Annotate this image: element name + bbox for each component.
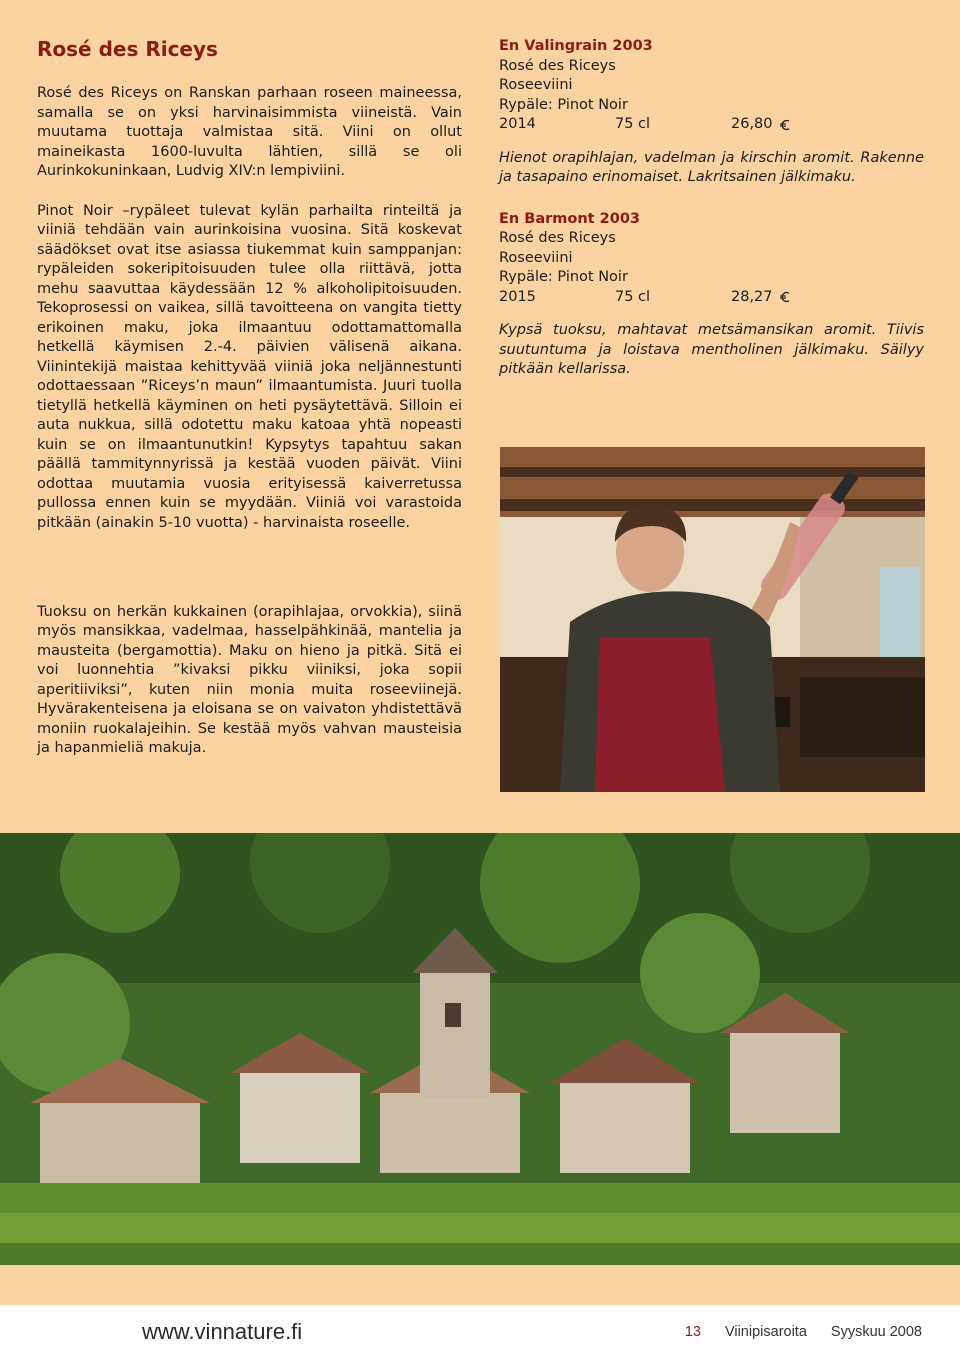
wine-size: 75 cl: [615, 116, 651, 132]
production-paragraph: Pinot Noir –rypäleet tulevat kylän parhailta rinteiltä ja viiniä tehdään vain aurinkoisina vuosina. Sitä koskevat säädökset ovat itse asiassa tiukemmat kuin samppanjan: rypäleiden sokeripitoisuuden tulee olla riittävä, jotta mehu saavuttaa käydessään 12 % alkoholipitoisuuden. Tekoprosessi on vaikea, sillä tavoitteena on vangita tietty erikoinen maku, joka ilmaantuu odottamattomalla hetkellä käymisen 2.-4. päivien välisenä aikana. Viinintekijä maistaa kehittyvää viiniä joka neljännestunti odottaessaan ”Riceys’n maun” ilmaantumista. Juuri tuolla tietyllä hetkellä käyminen on heti pysäytettävä. Silloin ei auta nukkua, sillä odotettu maku katoaa yhtä nopeasti kuin se on ilmaantunutkin! Kypsytys tapahtuu sakan päällä tammitynnyrissä ja kestää vuoden päivät. Viini odottaa muutamia vuosia erityisessä kaiverretussa pullossa ennen kuin se myydään. Viiniä voi varastoida pitkään (ainakin 5-10 vuotta) - harvinaista roseelle.: [37, 202, 462, 531]
wine-name: En Barmont 2003: [499, 210, 640, 227]
wine-type: Roseeviini: [499, 77, 573, 93]
article-column: [37, 36, 462, 553]
wine-grape: Rypäle: Pinot Noir: [499, 96, 628, 113]
tasting-paragraph: Tuoksu on herkän kukkainen (orapihlajaa, orvokkia), siinä myös mansikkaa, vadelmaa, hasselpähkinää, mantelia ja mausteita (bergamottia). Maku on hieno ja pitkä. Sitä ei voi luonnehtia ”kivaksi pikku viiniksi, joka sopii aperitiiviksi”, kuten niin monia muita roseeviinejä. Hyvärakenteisena ja eloisana se on vaivaton yhdistettävä moniin ruokalajeihin. Se kestää myös vahvan mausteisia ja hapanmieliä makuja.: [37, 603, 462, 756]
wine-name: En Valingrain 2003: [499, 38, 653, 54]
wine-item: [499, 37, 924, 188]
wine-description: Hienot orapihlajan, vadelman ja kirschin aromit. Rakenne ja tasapaino erinomaiset. Lakritsainen jälkimaku.: [499, 149, 924, 185]
village-photo: [0, 833, 960, 1265]
wine-number: 2015: [499, 288, 536, 305]
wine-price: 28,27: [731, 288, 773, 305]
issue-date: Syyskuu 2008: [830, 1324, 922, 1340]
magazine-name: Viinipisaroita: [724, 1324, 807, 1340]
wine-price-group: [731, 115, 791, 135]
euro-icon: [779, 291, 791, 303]
page-footer: [0, 1305, 960, 1358]
wine-appellation: Rosé des Riceys: [499, 230, 616, 246]
wine-price-group: [731, 288, 791, 308]
wine-price: 26,80: [731, 116, 773, 132]
wine-appellation: Rosé des Riceys: [499, 57, 616, 74]
article-title: Rosé des Riceys: [37, 37, 218, 61]
wine-product-row: [499, 115, 924, 135]
wine-type: Roseeviini: [499, 249, 573, 266]
wine-number: 2014: [499, 116, 536, 132]
winemaker-photo: [500, 447, 925, 792]
wine-list: [499, 37, 924, 396]
wine-item: [499, 210, 924, 380]
footer-info: [685, 1324, 922, 1340]
euro-icon: [779, 119, 791, 131]
page-number: 13: [684, 1324, 701, 1340]
wine-grape: Rypäle: Pinot Noir: [499, 269, 628, 285]
intro-paragraph: Rosé des Riceys on Ranskan parhaan roseen maineessa, samalla se on yksi harvinaisimmista viineistä. Vain muutama tuottaja valmistaa sitä. Viini on ollut maineikasta 1600-luvulta lähtien, sillä se oli Aurinkokuninkaan, Ludvig XIV:n lempiviini.: [37, 85, 462, 179]
wine-size: 75 cl: [615, 288, 651, 305]
wine-description: Kypsä tuoksu, mahtavat metsämansikan aromit. Tiivis suutuntuma ja loistava mentholinen jälkimaku. Säilyy pitkään kellarissa.: [499, 322, 924, 377]
footer-site[interactable]: www.vinnature.fi: [142, 1319, 303, 1344]
wine-product-row: [499, 288, 924, 308]
